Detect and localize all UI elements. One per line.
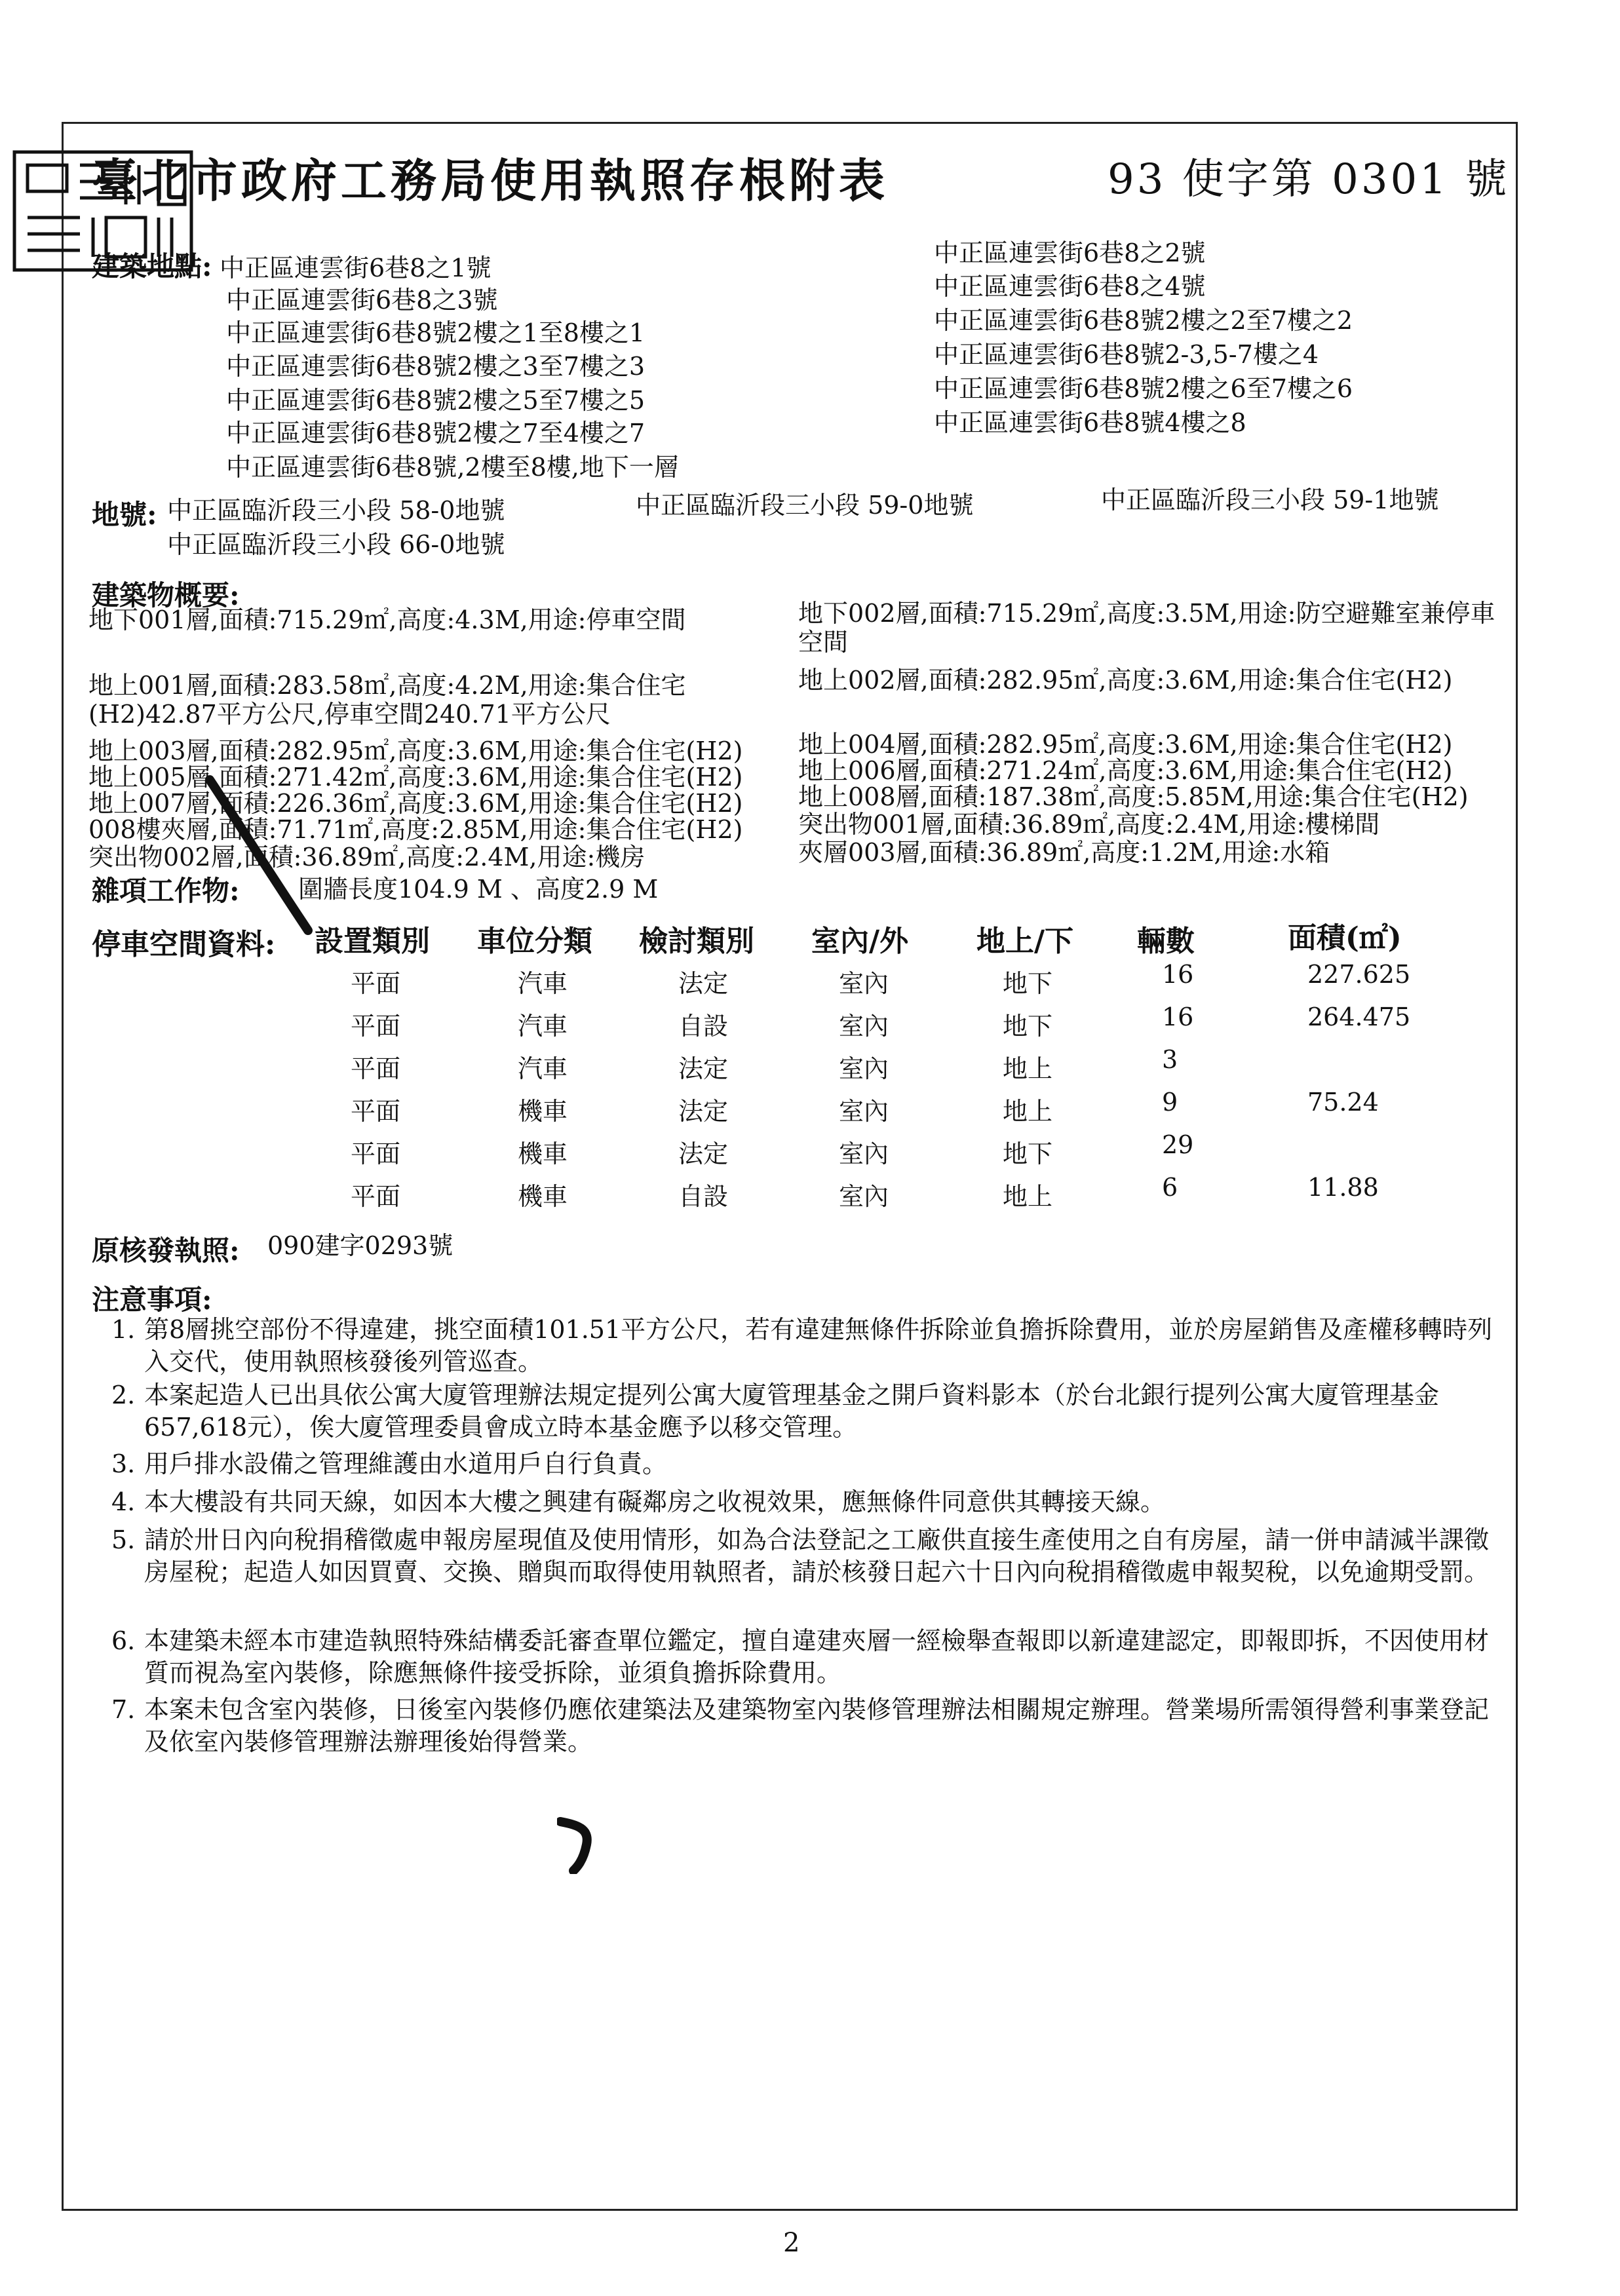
parking-cell: 法定	[678, 1097, 729, 1126]
note-item	[92, 1314, 1507, 1379]
parking-header: 面積(㎡)	[1288, 921, 1402, 955]
address-line: 中正區連雲街6巷8號4樓之8	[934, 408, 1246, 437]
parking-cell: 室內	[839, 1182, 889, 1211]
parking-cell: 平面	[351, 969, 401, 998]
parking-header: 檢討類別	[639, 925, 754, 958]
note-number: 4.	[111, 1487, 136, 1516]
parking-cell: 地上	[1003, 1182, 1053, 1211]
lot-label: 地號:	[92, 499, 157, 531]
address-line: 中正區連雲街6巷8號2-3,5-7樓之4	[934, 340, 1319, 369]
note-number: 1.	[111, 1315, 136, 1344]
note-text: 第8層挑空部份不得違建，挑空面積101.51平方公尺，若有違建無條件拆除並負擔拆除費用，並於房屋銷售及產權移轉時列入交代，使用執照核發後列管巡查。	[144, 1315, 1493, 1377]
parking-cell: 室內	[839, 1139, 889, 1168]
building-floor: 突出物001層,面積:36.89㎡,高度:2.4M,用途:樓梯間	[798, 810, 1380, 839]
address-line: 中正區連雲街6巷8之3號	[226, 286, 498, 315]
parking-cell: 16	[1162, 960, 1194, 989]
parking-cell: 汽車	[518, 969, 568, 998]
address-line: 中正區連雲街6巷8號2樓之2至7樓之2	[934, 306, 1353, 335]
parking-cell: 11.88	[1307, 1173, 1379, 1202]
address-line: 中正區連雲街6巷8之2號	[934, 239, 1206, 267]
parking-cell: 自設	[678, 1012, 729, 1041]
parking-cell: 機車	[518, 1182, 568, 1211]
note-number: 3.	[111, 1449, 136, 1478]
parking-cell: 16	[1162, 1003, 1194, 1031]
note-item	[92, 1625, 1507, 1690]
parking-label: 停車空間資料:	[92, 928, 276, 961]
note-text: 本建築未經本市建造執照特殊結構委託審查單位鑑定，擅自違建夾層一經檢舉查報即以新違建認定，即報即拆，不因使用材質而視為室內裝修，除應無條件接受拆除，並須負擔拆除費用。	[144, 1626, 1490, 1688]
parking-cell: 室內	[839, 969, 889, 998]
note-number: 5.	[111, 1525, 136, 1554]
building-floor: 008樓夾層,面積:71.71㎡,高度:2.85M,用途:集合住宅(H2)	[88, 815, 743, 844]
parking-cell: 自設	[678, 1182, 729, 1211]
lot-number: 中正區臨沂段三小段 59-1地號	[1101, 486, 1439, 514]
building-floor: 突出物002層,面積:36.89㎡,高度:2.4M,用途:機房	[88, 843, 646, 871]
building-floor: 地上007層,面積:226.36㎡,高度:3.6M,用途:集合住宅(H2)	[88, 789, 743, 818]
parking-cell: 機車	[518, 1139, 568, 1168]
parking-cell: 平面	[351, 1012, 401, 1041]
parking-cell: 地下	[1003, 969, 1053, 998]
parking-cell: 平面	[351, 1054, 401, 1083]
parking-header: 設置類別	[315, 925, 430, 958]
parking-cell: 地下	[1003, 1012, 1053, 1041]
building-floor: 地上006層,面積:271.24㎡,高度:3.6M,用途:集合住宅(H2)	[798, 756, 1453, 785]
lot-number: 中正區臨沂段三小段 66-0地號	[167, 530, 505, 559]
lot-number: 中正區臨沂段三小段 58-0地號	[167, 496, 505, 525]
address-line: 中正區連雲街6巷8號2樓之1至8樓之1	[226, 318, 646, 347]
pen-stroke-mark	[197, 773, 328, 944]
building-floor: 地下002層,面積:715.29㎡,高度:3.5M,用途:防空避難室兼停車空間	[798, 599, 1495, 657]
address-line: 中正區連雲街6巷8之4號	[934, 272, 1206, 301]
parking-header: 地上/下	[976, 925, 1074, 958]
permit-number: 93 使字第 0301 號	[1108, 155, 1510, 204]
building-floor: 地上004層,面積:282.95㎡,高度:3.6M,用途:集合住宅(H2)	[798, 730, 1453, 759]
note-item	[92, 1694, 1507, 1759]
note-text: 請於卅日內向稅捐稽徵處申報房屋現值及使用情形，如為合法登記之工廠供直接生產使用之自有房屋，請一併申請減半課徵房屋稅；起造人如因買賣、交換、贈與而取得使用執照者，請於核發日起六十日內向稅捐稽徵處申報契稅，以免逾期受罰。	[144, 1525, 1490, 1587]
address-line: 中正區連雲街6巷8之1號	[220, 254, 492, 282]
parking-cell: 3	[1162, 1045, 1178, 1074]
parking-cell: 地下	[1003, 1139, 1053, 1168]
parking-cell: 地上	[1003, 1097, 1053, 1126]
parking-cell: 平面	[351, 1139, 401, 1168]
parking-header: 輛數	[1137, 925, 1195, 958]
original-permit-value: 090建字0293號	[267, 1231, 453, 1260]
document-title: 臺北市政府工務局使用執照存根附表	[92, 153, 889, 208]
note-text: 用戶排水設備之管理維護由水道用戶自行負責。	[144, 1449, 668, 1478]
parking-cell: 平面	[351, 1182, 401, 1211]
note-text: 本案起造人已出具依公寓大廈管理辦法規定提列公寓大廈管理基金之開戶資料影本（於台北銀行提列公寓大廈管理基金657,618元），俟大廈管理委員會成立時本基金應予以移交管理。	[144, 1381, 1440, 1442]
parking-cell: 汽車	[518, 1054, 568, 1083]
parking-cell: 6	[1162, 1173, 1178, 1202]
building-floor: 地上005層,面積:271.42㎡,高度:3.6M,用途:集合住宅(H2)	[88, 763, 743, 792]
parking-cell: 法定	[678, 969, 729, 998]
note-item	[92, 1379, 1507, 1444]
parking-cell: 264.475	[1307, 1003, 1411, 1031]
building-floor: 地上002層,面積:282.95㎡,高度:3.6M,用途:集合住宅(H2)	[798, 666, 1453, 695]
misc-works-value: 圍牆長度104.9 M 、高度2.9 M	[298, 875, 659, 904]
building-floor: 地下001層,面積:715.29㎡,高度:4.3M,用途:停車空間	[88, 605, 686, 634]
building-floor: 夾層003層,面積:36.89㎡,高度:1.2M,用途:水箱	[798, 838, 1330, 867]
parking-cell: 29	[1162, 1130, 1194, 1159]
page-number: 2	[783, 2228, 800, 2258]
parking-header: 室內/外	[811, 925, 909, 958]
parking-cell: 室內	[839, 1054, 889, 1083]
parking-cell: 室內	[839, 1012, 889, 1041]
note-item	[92, 1524, 1507, 1589]
building-floor: 地上003層,面積:282.95㎡,高度:3.6M,用途:集合住宅(H2)	[88, 737, 743, 765]
parking-cell: 機車	[518, 1097, 568, 1126]
note-item	[92, 1486, 1507, 1518]
note-number: 6.	[111, 1626, 136, 1655]
address-line: 中正區連雲街6巷8號,2樓至8樓,地下一層	[226, 453, 679, 482]
building-floor: 地上001層,面積:283.58㎡,高度:4.2M,用途:集合住宅(H2)42.87平方公尺,停車空間240.71平方公尺	[88, 671, 686, 729]
note-item	[92, 1448, 1507, 1480]
parking-header: 車位分類	[477, 925, 592, 958]
parking-cell: 地上	[1003, 1054, 1053, 1083]
note-text: 本案未包含室內裝修，日後室內裝修仍應依建築法及建築物室內裝修管理辦法相關規定辦理。營業場所需領得營利事業登記及依室內裝修管理辦法辦理後始得營業。	[144, 1695, 1490, 1757]
parking-cell: 9	[1162, 1088, 1178, 1117]
parking-cell: 平面	[351, 1097, 401, 1126]
note-text: 本大樓設有共同天線，如因本大樓之興建有礙鄰房之收視效果，應無條件同意供其轉接天線。	[144, 1487, 1166, 1516]
notes-label: 注意事項:	[92, 1284, 212, 1316]
address-line: 中正區連雲街6巷8號2樓之3至7樓之3	[226, 352, 646, 381]
parking-cell: 227.625	[1307, 960, 1411, 989]
parking-cell: 室內	[839, 1097, 889, 1126]
pen-stroke-mark	[557, 1815, 609, 1874]
parking-cell: 法定	[678, 1139, 729, 1168]
lot-number: 中正區臨沂段三小段 59-0地號	[636, 491, 974, 520]
note-number: 7.	[111, 1695, 136, 1724]
building-floor: 地上008層,面積:187.38㎡,高度:5.85M,用途:集合住宅(H2)	[798, 782, 1469, 811]
parking-cell: 汽車	[518, 1012, 568, 1041]
address-line: 中正區連雲街6巷8號2樓之5至7樓之5	[226, 386, 646, 415]
address-line: 中正區連雲街6巷8號2樓之7至4樓之7	[226, 419, 646, 448]
address-line: 中正區連雲街6巷8號2樓之6至7樓之6	[934, 374, 1353, 403]
note-number: 2.	[111, 1381, 136, 1409]
parking-cell: 法定	[678, 1054, 729, 1083]
original-permit-label: 原核發執照:	[92, 1234, 240, 1267]
address-label: 建築地點:	[92, 250, 212, 282]
building-summary-label: 建築物概要:	[92, 579, 240, 611]
misc-works-label: 雜項工作物:	[92, 875, 240, 907]
parking-cell: 75.24	[1307, 1088, 1379, 1117]
